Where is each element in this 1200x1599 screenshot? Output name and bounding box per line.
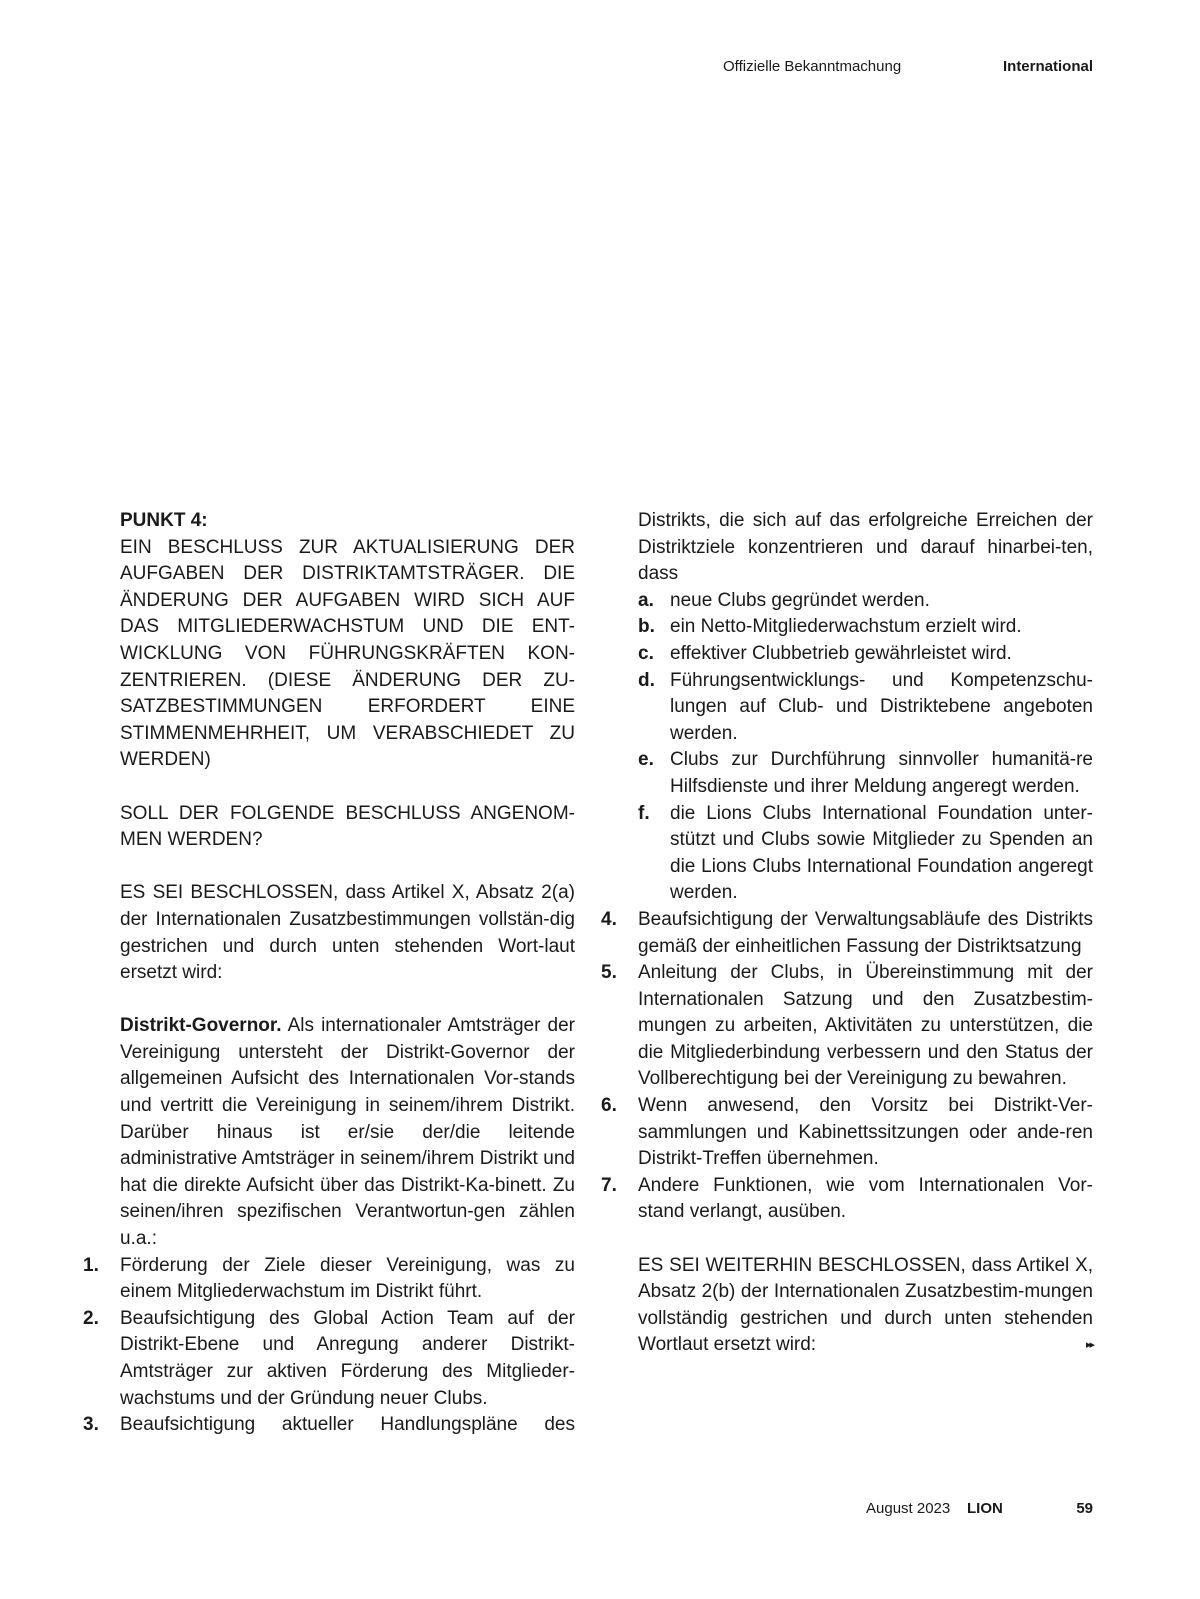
agenda-question: SOLL DER FOLGENDE BESCHLUSS ANGENOM-MEN WERDEN? <box>120 802 575 851</box>
resolution-text: ES SEI BESCHLOSSEN, dass Artikel X, Absatz 2(a) der Internationalen Zusatzbestimmungen vollstän-dig gestrichen und durch unten stehenden Wort-laut ersetzt wird: <box>120 882 575 984</box>
magazine-name: LION <box>967 1500 1003 1517</box>
sub-list-text: effektiver Clubbetrieb gewährleistet wird. <box>670 642 1012 664</box>
sub-list-letter: f. <box>638 802 650 824</box>
governor-label: Distrikt-Governor. <box>120 1015 282 1037</box>
sub-list-item <box>638 801 1093 907</box>
list-item <box>83 1306 575 1412</box>
sub-list-item <box>638 641 1093 668</box>
list-text: Beaufsichtigung der Verwaltungsabläufe des Distrikts gemäß der einheitlichen Fassung der Distriktsatzung <box>638 908 1093 957</box>
list-text: Förderung der Ziele dieser Vereinigung, was zu einem Mitgliederwachstum im Distrikt führt. <box>120 1254 575 1303</box>
list-number: 5. <box>601 962 617 984</box>
further-resolution-block <box>638 1253 1093 1359</box>
governor-paragraph <box>120 1013 575 1252</box>
list-text: Beaufsichtigung aktueller Handlungspläne des <box>120 1414 575 1436</box>
list-text: Anleitung der Clubs, in Übereinstimmung mit der Internationalen Satzung und den Zusatzbestim-mungen zu arbeiten, Aktivitäten zu unterstützen, die die Mitgliederbindung verbessern und den Status der Vollberechtigung bei der Vereinigung zu bewahren. <box>638 962 1093 1090</box>
left-column <box>83 508 575 1439</box>
sub-list-letter: a. <box>638 589 654 611</box>
list-item <box>601 1173 1093 1226</box>
sub-list-letter: e. <box>638 749 654 771</box>
agenda-heading-body: EIN BESCHLUSS ZUR AKTUALISIERUNG DER AUFGABEN DER DISTRIKTAMTSTRÄGER. DIE ÄNDERUNG DER AUFGABEN WIRD SICH AUF DAS MITGLIEDERWACHSTUM UND DIE ENT-WICKLUNG VON FÜHRUNGSKRÄFTEN KON-ZENTRIEREN. (DIESE ÄNDERUNG DER ZU-SATZBESTIMMUNGEN ERFORDERT EINE STIMMENMEHRHEIT, UM VERABSCHIEDET ZU WERDEN) <box>120 536 575 771</box>
page-header <box>0 58 1200 78</box>
issue-date: August 2023 <box>866 1500 951 1517</box>
list-item <box>601 907 1093 960</box>
sub-list-letter: b. <box>638 616 655 638</box>
page-number: 59 <box>1076 1500 1093 1517</box>
sub-list-text: die Lions Clubs International Foundation unter-stützt und Clubs sowie Mitglieder zu Spenden an die Lions Clubs International Foundation angeregt werden. <box>670 802 1093 904</box>
continue-arrow-icon: ▸▸ <box>1085 1339 1093 1352</box>
list-item <box>601 960 1093 1093</box>
list-number: 7. <box>601 1174 617 1196</box>
sub-list-text: neue Clubs gegründet werden. <box>670 589 930 611</box>
sub-list-text: Führungsentwicklungs- und Kompetenzschu-lungen auf Club- und Distriktebene angeboten werden. <box>670 669 1093 744</box>
sub-list-letter: c. <box>638 642 654 664</box>
list-number: 2. <box>83 1307 99 1329</box>
sub-list-text: Clubs zur Durchführung sinnvoller humanitä-re Hilfsdienste und ihrer Meldung angeregt werden. <box>670 749 1093 797</box>
page-footer <box>0 1500 1200 1520</box>
sub-list-text: ein Netto-Mitgliederwachstum erzielt wird. <box>670 616 1022 638</box>
sub-list-item <box>638 588 1093 615</box>
list-text: Andere Funktionen, wie vom Internationalen Vor-stand verlangt, ausüben. <box>638 1174 1093 1223</box>
sub-list-item <box>638 668 1093 748</box>
right-column <box>601 508 1093 1359</box>
continuation-text: Distrikts, die sich auf das erfolgreiche Erreichen der Distriktziele konzentrieren und darauf hinarbei-ten, dass <box>638 510 1093 585</box>
agenda-heading: PUNKT 4: <box>120 510 208 531</box>
list-item <box>601 1093 1093 1173</box>
further-resolution-text: ES SEI WEITERHIN BESCHLOSSEN, dass Artikel X, Absatz 2(b) der Internationalen Zusatzbestim-mungen vollständig gestrichen und durch unten stehenden Wortlaut ersetzt wird: <box>638 1254 1093 1356</box>
sub-list-item <box>638 614 1093 641</box>
list-text: Wenn anwesend, den Vorsitz bei Distrikt-Ver-sammlungen und Kabinettssitzungen oder ande-ren Distrikt-Treffen übernehmen. <box>638 1095 1093 1170</box>
governor-text: Als internationaler Amtsträger der Vereinigung untersteht der Distrikt-Governor der allgemeinen Aufsicht des Internationalen Vor-stands und vertritt die Vereinigung in seinem/ihrem Distrikt. Darüber hinaus ist er/sie der/die leitende administrative Amtsträger in seinem/ihrem Distrikt und hat die direkte Aufsicht über das Distrikt-Ka-binett. Zu seinen/ihren spezifischen Verantwortun-gen zählen u.a.: <box>120 1015 575 1250</box>
header-section: Offizielle Bekanntmachung <box>723 58 902 75</box>
list-item <box>83 1253 575 1306</box>
list-number: 1. <box>83 1254 99 1276</box>
list-text: Beaufsichtigung des Global Action Team auf der Distrikt-Ebene und Anregung anderer Distrikt-Amtsträger zur aktiven Förderung des Mitglieder-wachstums und der Gründung neuer Clubs. <box>120 1307 575 1409</box>
sub-list-item <box>638 747 1093 800</box>
list-number: 4. <box>601 908 617 930</box>
list-item <box>83 1412 575 1439</box>
header-category: International <box>1002 58 1093 75</box>
sub-list-letter: d. <box>638 669 655 691</box>
list-number: 3. <box>83 1414 99 1436</box>
list-number: 6. <box>601 1095 617 1117</box>
